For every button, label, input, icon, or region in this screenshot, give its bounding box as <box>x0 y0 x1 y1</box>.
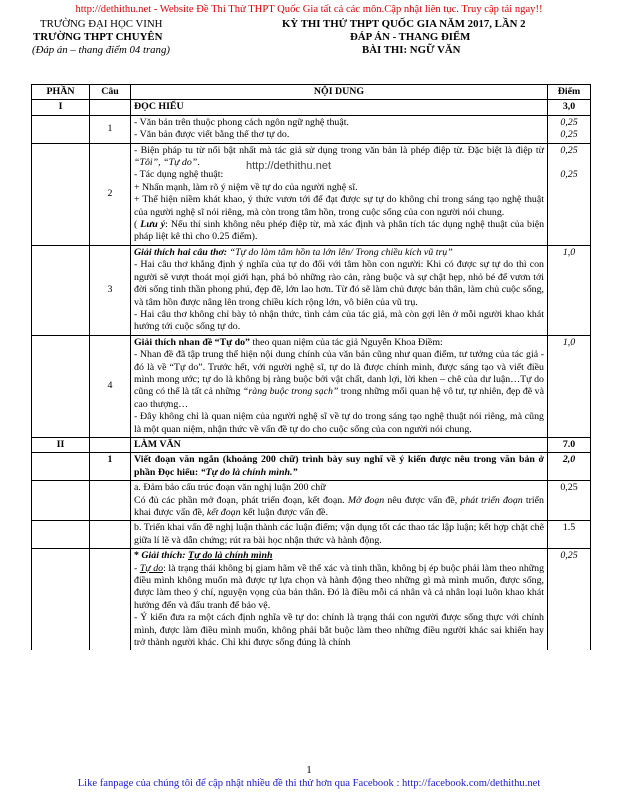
q3-row <box>32 245 591 335</box>
p2q1-points: 2,0 <box>548 453 591 481</box>
q4-number: 4 <box>90 335 131 437</box>
p2q1-title: Viết đoạn văn ngắn (khoảng 200 chữ) trình bày suy nghĩ về ý kiến được nêu trong văn bản ở phần Đọc hiểu: “Tự do là chính mình.” <box>131 453 548 481</box>
p2q1-c-body: - Tự do: là trạng thái không bị giam hãm về thể xác và tinh thần, không bị ép buộc phải làm theo những điều mình không muốn mà được tự lựa chọn và hành động theo những gì mà mình muốn, được sống, được làm theo ý chí, nguyện vọng của bản thân. Đó là điều mỗi cá nhân và cả nhân loại luôn khao khát hướng đến và đấu tranh để bảo vệ. <box>134 562 545 611</box>
part1-points: 3,0 <box>548 100 591 115</box>
q4-title: Giải thích nhan đề “Tự do” theo quan niệm của tác giả Nguyễn Khoa Điềm: <box>134 336 443 348</box>
table-header-row <box>32 85 591 100</box>
col-header-phan: PHẦN <box>32 85 90 100</box>
q3-number: 3 <box>90 245 131 335</box>
col-header-noidung: NỘI DUNG <box>131 85 548 100</box>
col-header-diem: Điểm <box>548 85 591 100</box>
p2q1-b-row <box>32 521 591 549</box>
p2q1-c-body2: - Ý kiến đưa ra một cách định nghĩa về tự do: chính là trạng thái con người được sống thực với chính mình, được làm điều mình muốn, không phải bắt buộc làm theo những điều người khác sai khiến hay trở thành người khác. Chỉ khi được sống đúng là chính <box>134 612 544 649</box>
watermark-url: http://dethithu.net <box>246 160 332 172</box>
footer-facebook-link[interactable]: Like fanpage của chúng tôi để cập nhật nhiều đề thi thử hơn qua Facebook : http://facebook.com/dethithu.net <box>77 778 541 789</box>
p2q1-number: 1 <box>90 453 131 481</box>
q2-line3: + Nhấn mạnh, làm rõ ý niệm về tự do của người nghệ sĩ. <box>134 181 358 193</box>
subject-title: BÀI THI: NGỮ VĂN <box>362 44 461 56</box>
p2q1-a-points: 0,25 <box>548 481 591 521</box>
q3-body: - Hai câu thơ khẳng định ý nghĩa của tự do đối với tâm hồn con người: Khi có được sự tự do thì con người sẽ vượt thoát mọi giới hạn, phá bỏ những rào cản, ràng buộc và sự chật hẹp, nhỏ bé để vươn tới đời sống tinh thần phong phú, đẹp đẽ, lớn lao hơn. Từ đó sẽ làm chủ được bản thân, làm chủ cuộc sống, và tâm hồn được nâng lên trong chiều kích rộng lớn, vô biên của vũ trụ. <box>134 259 544 308</box>
part1-title: ĐỌC HIỂU <box>131 100 548 115</box>
answer-title: ĐÁP ÁN - THANG ĐIỂM <box>350 31 471 43</box>
p2q1-a-row <box>32 481 591 521</box>
part2-roman: II <box>32 437 90 452</box>
part2-row <box>32 437 591 452</box>
q2-note: ( Lưu ý: Nếu thí sinh không nêu phép điệp từ, mà xác định và phân tích tác dụng nghệ thuật của biện pháp liệt kê thì cho 0.25 điểm). <box>134 219 545 243</box>
q2-points2: 0,25 <box>560 169 578 181</box>
part2-points: 7.0 <box>548 437 591 452</box>
q4-body: - Nhan đề đã tập trung thể hiện nội dung chính của văn bản cũng như quan điểm, tư tưởng của tác giả - đó là về “Tự do”. Trước hết, với người nghệ sĩ, tự do là được chính mình, được sáng tạo và viết điều mình mong ước; tự do là không bị ràng buộc bởi vật chất, danh lợi, lời khen – chê của dư luận…Tự do cũng có thể là tất cả những “ràng buộc trong sạch” trong những mối quan hệ vô tư, tự nhiên, đẹp đẽ và cao thượng… <box>134 349 545 410</box>
q2-number: 2 <box>90 143 131 245</box>
university-name: TRƯỜNG ĐẠI HỌC VINH <box>40 18 163 30</box>
q1-line1: - Văn bản trên thuộc phong cách ngôn ngữ nghệ thuật. <box>134 116 349 128</box>
school-name: TRƯỜNG THPT CHUYÊN <box>33 31 163 43</box>
top-banner-link[interactable]: http://dethithu.net - Website Đề Thi Thử THPT Quốc Gia tất cả các môn.Cập nhật liên tục. Truy cập tải ngay!! <box>75 4 543 15</box>
q2-row <box>32 143 591 245</box>
exam-title: KỲ THI THỬ THPT QUỐC GIA NĂM 2017, LẦN 2 <box>282 18 526 30</box>
p2q1-title-row <box>32 453 591 481</box>
q3-body2: - Hai câu thơ không chỉ bày tỏ nhận thức, tình cảm của tác giả, mà còn gợi lên ở mỗi người khao khát hướng tới cuộc sống tự do. <box>134 308 544 333</box>
part1-row <box>32 100 591 115</box>
p2q1-c-points: 0,25 <box>548 549 591 651</box>
q1-number: 1 <box>90 115 131 143</box>
q4-body2: - Đây không chỉ là quan niệm của người nghệ sĩ về tự do trong sáng tạo nghệ thuật nói riêng, mà cũng là một quan niệm, nhận thức về vấn đề tự do cho cuộc sống của con người nói chung. <box>134 411 544 435</box>
p2q1-b-body: b. Triển khai vấn đề nghị luận thành các luận điểm; vận dụng tốt các thao tác lập luận; kết hợp chặt chẽ giữa lí lẽ và dẫn chứng; rút ra bài học nhận thức và hành động. <box>131 521 548 549</box>
q1-points1: 0,25 <box>560 116 578 128</box>
q3-title: Giải thích hai câu thơ: “Tự do làm tâm hồn ta lớn lên/ Trong chiều kích vũ trụ” <box>134 246 453 258</box>
q2-line4: + Thể hiện niềm khát khao, ý thức vươn tới để đạt được sự tự do không chỉ trong sáng tạo nghệ thuật của người nghệ sĩ nói riêng, mà còn trong tâm hồn, trong cuộc sống của con người nói chung. <box>134 194 544 218</box>
q3-points: 1,0 <box>548 245 591 335</box>
p2q1-a-title: a. Đảm bảo cấu trúc đoạn văn nghị luận 200 chữ <box>134 482 326 494</box>
q1-points2: 0,25 <box>560 129 578 141</box>
part1-roman: I <box>32 100 90 115</box>
q4-points: 1,0 <box>548 335 591 437</box>
q2-points1: 0,25 <box>560 144 578 156</box>
q2-line1: - Biện pháp tu từ nổi bật nhất mà tác giả sử dụng trong văn bản là phép điệp từ. Đặc biệt là điệp từ “Tôi”, “Tự do”. <box>134 144 544 169</box>
q1-row <box>32 115 591 143</box>
q1-line2: - Văn bản được viết bằng thể thơ tự do. <box>134 129 290 141</box>
p2q1-c-row <box>32 549 591 651</box>
q4-row <box>32 335 591 437</box>
col-header-cau: Câu <box>90 85 131 100</box>
p2q1-a-body: Có đủ các phần mở đoạn, phát triển đoạn, kết đoạn. Mở đoạn nêu được vấn đề, phát triển đoạn triển khai được vấn đề, kết đoạn kết luận được vấn đề. <box>134 494 544 518</box>
part2-title: LÀM VĂN <box>131 437 548 452</box>
p2q1-c-title: * Giải thích: Tự do là chính mình <box>134 550 273 562</box>
answer-page-note: (Đáp án – thang điểm 04 trang) <box>32 44 170 56</box>
page-number: 1 <box>306 764 312 776</box>
p2q1-b-points: 1.5 <box>548 521 591 549</box>
q2-line2: - Tác dụng nghệ thuật: <box>134 169 224 181</box>
